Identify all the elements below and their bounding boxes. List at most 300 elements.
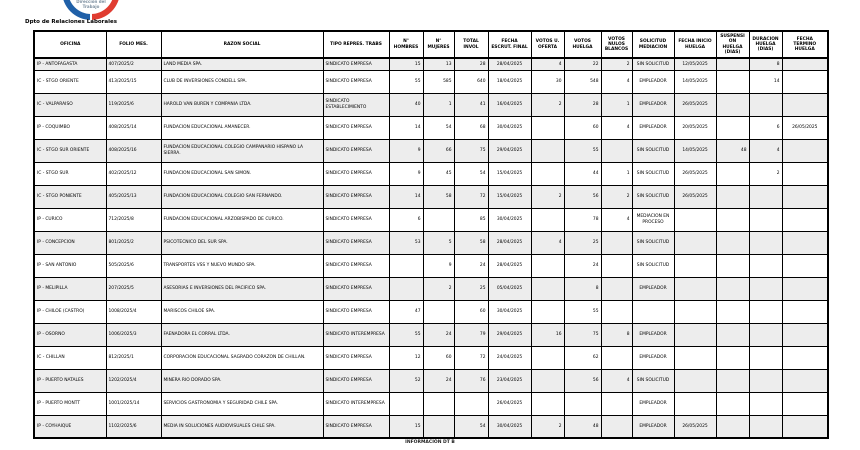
cell-mujeres: 24 <box>423 323 454 346</box>
cell-hombres: 40 <box>389 93 423 116</box>
cell-votos_huelga: 62 <box>564 346 601 369</box>
cell-mujeres: 24 <box>423 369 454 392</box>
table-row <box>34 254 828 277</box>
cell-votos_huelga: 25 <box>564 231 601 254</box>
cell-fecha_termino <box>782 58 828 70</box>
table-row <box>34 346 828 369</box>
cell-fecha_escrut: 30/04/2025 <box>488 208 531 231</box>
cell-solicitud: EMPLEADOR <box>632 93 674 116</box>
cell-hombres: 6 <box>389 208 423 231</box>
cell-mujeres: 58 <box>423 185 454 208</box>
cell-votos_huelga: 8 <box>564 277 601 300</box>
table-row <box>34 70 828 93</box>
cell-hombres: 55 <box>389 323 423 346</box>
cell-folio: 812/2025/1 <box>106 346 161 369</box>
direccion-del-trabajo-logo <box>62 0 120 20</box>
cell-tipo: SINDICATO INTEREMPRESA <box>323 392 389 415</box>
cell-folio: 505/2025/6 <box>106 254 161 277</box>
cell-fecha_escrut: 28/04/2025 <box>488 254 531 277</box>
column-header-total: TOTAL INVOL <box>454 31 488 58</box>
cell-oficina: IP - SAN ANTONIO <box>34 254 106 277</box>
cell-solicitud: EMPLEADOR <box>632 277 674 300</box>
cell-oficina: IC - STGO SUR <box>34 162 106 185</box>
column-header-razon: RAZON SOCIAL <box>161 31 323 58</box>
cell-votos_nulos <box>601 392 632 415</box>
cell-duracion <box>749 392 782 415</box>
cell-razon: SERVICIOS GASTRONOMIA Y SEGURIDAD CHILE SPA. <box>161 392 323 415</box>
cell-mujeres <box>423 415 454 438</box>
cell-hombres: 55 <box>389 70 423 93</box>
cell-fecha_inicio <box>674 346 716 369</box>
cell-solicitud: EMPLEADOR <box>632 346 674 369</box>
cell-votos_uo: 4 <box>531 58 564 70</box>
cell-mujeres: 13 <box>423 58 454 70</box>
cell-solicitud: SIN SOLICITUD <box>632 369 674 392</box>
cell-votos_nulos: 4 <box>601 208 632 231</box>
cell-folio: 207/2025/5 <box>106 277 161 300</box>
cell-votos_uo <box>531 208 564 231</box>
cell-fecha_inicio: 14/05/2025 <box>674 70 716 93</box>
cell-total: 79 <box>454 323 488 346</box>
logo-inner-disc <box>68 0 114 14</box>
cell-hombres: 53 <box>389 231 423 254</box>
cell-suspension <box>716 346 749 369</box>
cell-razon: FUNDACION EDUCACIONAL COLEGIO SAN FERNANDO. <box>161 185 323 208</box>
cell-solicitud: SIN SOLICITUD <box>632 139 674 162</box>
cell-votos_nulos: 2 <box>601 58 632 70</box>
cell-fecha_escrut: 15/04/2025 <box>488 185 531 208</box>
cell-votos_nulos: 8 <box>601 323 632 346</box>
cell-fecha_escrut: 18/04/2025 <box>488 70 531 93</box>
cell-tipo: SINDICATO ESTABLECIMIENTO <box>323 93 389 116</box>
cell-razon: CORPORACION EDUCACIONAL SAGRADO CORAZON DE CHILLAN. <box>161 346 323 369</box>
cell-duracion: 6 <box>749 116 782 139</box>
cell-fecha_termino <box>782 231 828 254</box>
cell-oficina: IC - STGO SUR ORIENTE <box>34 139 106 162</box>
cell-razon: PSICOTECNICO DEL SUR SPA. <box>161 231 323 254</box>
table-row <box>34 300 828 323</box>
table-row <box>34 277 828 300</box>
cell-total: 85 <box>454 208 488 231</box>
cell-tipo: SINDICATO EMPRESA <box>323 185 389 208</box>
cell-suspension: 48 <box>716 139 749 162</box>
cell-fecha_termino <box>782 323 828 346</box>
cell-votos_nulos <box>601 415 632 438</box>
cell-oficina: IP - PUERTO MONTT <box>34 392 106 415</box>
cell-solicitud: SIN SOLICITUD <box>632 185 674 208</box>
cell-hombres: 52 <box>389 369 423 392</box>
cell-votos_huelga: 78 <box>564 208 601 231</box>
cell-solicitud: EMPLEADOR <box>632 70 674 93</box>
table-row <box>34 392 828 415</box>
cell-folio: 405/2025/13 <box>106 185 161 208</box>
cell-mujeres: 45 <box>423 162 454 185</box>
cell-fecha_escrut: 24/04/2025 <box>488 346 531 369</box>
cell-tipo: SINDICATO EMPRESA <box>323 254 389 277</box>
table-row <box>34 369 828 392</box>
cell-tipo: SINDICATO EMPRESA <box>323 162 389 185</box>
cell-total: 58 <box>454 231 488 254</box>
cell-suspension <box>716 392 749 415</box>
cell-razon: TRANSPORTES VSS Y NUEVO MUNDO SPA. <box>161 254 323 277</box>
cell-mujeres: 9 <box>423 254 454 277</box>
cell-mujeres: 60 <box>423 346 454 369</box>
cell-fecha_inicio <box>674 369 716 392</box>
cell-fecha_inicio <box>674 208 716 231</box>
cell-fecha_escrut: 30/04/2025 <box>488 415 531 438</box>
cell-duracion <box>749 277 782 300</box>
cell-suspension <box>716 254 749 277</box>
cell-folio: 1008/2025/4 <box>106 300 161 323</box>
cell-tipo: SINDICATO EMPRESA <box>323 70 389 93</box>
cell-oficina: IP - PUERTO NATALES <box>34 369 106 392</box>
cell-total: 54 <box>454 162 488 185</box>
cell-oficina: IP - CHILOE (CASTRO) <box>34 300 106 323</box>
column-header-tipo: TIPO REPRES. TRABS <box>323 31 389 58</box>
cell-duracion <box>749 208 782 231</box>
cell-fecha_escrut: 05/04/2025 <box>488 277 531 300</box>
cell-total: 60 <box>454 300 488 323</box>
column-header-votos_nulos: VOTOS NULOS BLANCOS <box>601 31 632 58</box>
cell-fecha_termino <box>782 93 828 116</box>
cell-votos_nulos: 1 <box>601 162 632 185</box>
cell-fecha_inicio: 12/05/2025 <box>674 58 716 70</box>
cell-fecha_termino <box>782 300 828 323</box>
column-header-solicitud: SOLICITUD MEDIACION <box>632 31 674 58</box>
cell-razon: HAROLD VAN BUREN Y COMPANIA LTDA. <box>161 93 323 116</box>
cell-fecha_termino <box>782 208 828 231</box>
cell-hombres <box>389 254 423 277</box>
cell-votos_uo <box>531 116 564 139</box>
cell-votos_huelga: 55 <box>564 300 601 323</box>
department-label: Dpto de Relaciones Laborales <box>25 19 117 25</box>
cell-fecha_inicio: 14/05/2025 <box>674 139 716 162</box>
cell-votos_uo <box>531 139 564 162</box>
cell-fecha_escrut: 28/04/2025 <box>488 58 531 70</box>
cell-votos_huelga: 44 <box>564 162 601 185</box>
cell-suspension <box>716 300 749 323</box>
cell-duracion <box>749 346 782 369</box>
cell-razon: CLUB DE INVERSIONES CONDELL SPA. <box>161 70 323 93</box>
cell-fecha_inicio: 26/05/2025 <box>674 185 716 208</box>
cell-hombres: 47 <box>389 300 423 323</box>
cell-votos_nulos: 4 <box>601 116 632 139</box>
column-header-duracion: DURACION HUELGA (DIAS) <box>749 31 782 58</box>
cell-fecha_escrut: 29/04/2025 <box>488 139 531 162</box>
header-row <box>34 31 828 58</box>
cell-hombres <box>389 392 423 415</box>
cell-solicitud: EMPLEADOR <box>632 116 674 139</box>
cell-suspension <box>716 323 749 346</box>
cell-razon: FUNDACION EDUCACIONAL SAN SIMON. <box>161 162 323 185</box>
cell-fecha_escrut: 30/04/2025 <box>488 116 531 139</box>
cell-votos_uo <box>531 369 564 392</box>
cell-suspension <box>716 415 749 438</box>
cell-mujeres: 54 <box>423 116 454 139</box>
cell-duracion <box>749 254 782 277</box>
cell-votos_uo: 2 <box>531 415 564 438</box>
cell-fecha_escrut: 15/04/2025 <box>488 162 531 185</box>
column-header-mujeres: N° MUJERES <box>423 31 454 58</box>
cell-oficina: IC - VALPARAISO <box>34 93 106 116</box>
cell-fecha_escrut: 28/04/2025 <box>488 231 531 254</box>
cell-tipo: SINDICATO EMPRESA <box>323 116 389 139</box>
cell-razon: MINERA RIO DORADO SPA. <box>161 369 323 392</box>
cell-fecha_inicio: 26/05/2025 <box>674 415 716 438</box>
cell-votos_uo: 2 <box>531 93 564 116</box>
cell-fecha_inicio <box>674 323 716 346</box>
cell-votos_uo <box>531 300 564 323</box>
cell-duracion: 8 <box>749 58 782 70</box>
cell-suspension <box>716 369 749 392</box>
cell-fecha_termino <box>782 162 828 185</box>
cell-votos_uo: 2 <box>531 185 564 208</box>
cell-solicitud: SIN SOLICITUD <box>632 162 674 185</box>
cell-oficina: IP - COQUIMBO <box>34 116 106 139</box>
cell-total: 25 <box>454 277 488 300</box>
column-header-suspension: SUSPENSION HUELGA (DIAS) <box>716 31 749 58</box>
column-header-oficina: OFICINA <box>34 31 106 58</box>
cell-folio: 407/2025/2 <box>106 58 161 70</box>
cell-duracion <box>749 93 782 116</box>
cell-hombres: 9 <box>389 139 423 162</box>
cell-votos_huelga: 75 <box>564 323 601 346</box>
logo-text-line2: Trabajo <box>82 4 100 9</box>
cell-razon: MEDIA IN SOLUCIONES AUDIOVISUALES CHILE SPA. <box>161 415 323 438</box>
cell-total: 54 <box>454 415 488 438</box>
cell-hombres: 15 <box>389 58 423 70</box>
cell-votos_nulos <box>601 231 632 254</box>
cell-fecha_termino <box>782 415 828 438</box>
cell-tipo: SINDICATO EMPRESA <box>323 277 389 300</box>
cell-votos_uo <box>531 346 564 369</box>
cell-oficina: IP - ANTOFAGASTA <box>34 58 106 70</box>
cell-fecha_escrut: 30/04/2025 <box>488 300 531 323</box>
cell-mujeres: 1 <box>423 93 454 116</box>
cell-fecha_termino <box>782 392 828 415</box>
cell-votos_huelga: 24 <box>564 254 601 277</box>
cell-hombres: 15 <box>389 415 423 438</box>
cell-votos_huelga: 548 <box>564 70 601 93</box>
cell-total: 68 <box>454 116 488 139</box>
cell-fecha_termino <box>782 277 828 300</box>
cell-razon: FUNDACION EDUCACIONAL AMANECER. <box>161 116 323 139</box>
cell-oficina: IC - STGO ORIENTE <box>34 70 106 93</box>
cell-mujeres: 2 <box>423 277 454 300</box>
cell-razon: FAENADORA EL CORRAL LTDA. <box>161 323 323 346</box>
table-row <box>34 162 828 185</box>
cell-duracion: 14 <box>749 70 782 93</box>
cell-fecha_termino: 26/05/2025 <box>782 116 828 139</box>
table-row <box>34 208 828 231</box>
cell-solicitud: SIN SOLICITUD <box>632 231 674 254</box>
cell-mujeres <box>423 208 454 231</box>
cell-suspension <box>716 58 749 70</box>
cell-folio: 413/2025/15 <box>106 70 161 93</box>
cell-folio: 408/2025/14 <box>106 116 161 139</box>
cell-hombres: 14 <box>389 185 423 208</box>
cell-votos_huelga: 22 <box>564 58 601 70</box>
cell-suspension <box>716 277 749 300</box>
column-header-hombres: N° HOMBRES <box>389 31 423 58</box>
cell-fecha_inicio: 26/05/2025 <box>674 162 716 185</box>
cell-fecha_termino <box>782 139 828 162</box>
cell-votos_huelga: 56 <box>564 185 601 208</box>
cell-duracion: 2 <box>749 162 782 185</box>
cell-fecha_inicio <box>674 231 716 254</box>
cell-total: 41 <box>454 93 488 116</box>
cell-votos_huelga: 48 <box>564 415 601 438</box>
cell-fecha_termino <box>782 254 828 277</box>
cell-votos_nulos: 4 <box>601 369 632 392</box>
cell-total: 24 <box>454 254 488 277</box>
cell-mujeres <box>423 300 454 323</box>
cell-total: 76 <box>454 369 488 392</box>
cell-fecha_inicio: 26/05/2025 <box>674 93 716 116</box>
logo-text-line1: Dirección del <box>76 0 106 4</box>
cell-solicitud: SIN SOLICITUD <box>632 254 674 277</box>
cell-folio: 1202/2025/4 <box>106 369 161 392</box>
cell-votos_nulos <box>601 277 632 300</box>
cell-duracion <box>749 415 782 438</box>
cell-tipo: SINDICATO EMPRESA <box>323 208 389 231</box>
cell-tipo: SINDICATO EMPRESA <box>323 300 389 323</box>
cell-fecha_termino <box>782 185 828 208</box>
cell-votos_nulos: 2 <box>601 185 632 208</box>
cell-duracion <box>749 185 782 208</box>
cell-duracion <box>749 300 782 323</box>
cell-fecha_inicio <box>674 277 716 300</box>
cell-solicitud: EMPLEADOR <box>632 415 674 438</box>
cell-suspension <box>716 116 749 139</box>
cell-razon: ASESORIAS E INVERSIONES DEL PACIFICO SPA. <box>161 277 323 300</box>
cell-fecha_escrut: 16/04/2025 <box>488 93 531 116</box>
cell-votos_uo <box>531 162 564 185</box>
cell-folio: 712/2025/8 <box>106 208 161 231</box>
cell-folio: 1001/2025/14 <box>106 392 161 415</box>
cell-total: 640 <box>454 70 488 93</box>
cell-oficina: IP - OSORNO <box>34 323 106 346</box>
cell-duracion: 4 <box>749 139 782 162</box>
cell-solicitud <box>632 300 674 323</box>
cell-duracion <box>749 323 782 346</box>
cell-fecha_escrut: 26/04/2025 <box>488 392 531 415</box>
cell-votos_nulos <box>601 139 632 162</box>
cell-razon: LAND MEDIA SPA. <box>161 58 323 70</box>
cell-folio: 408/2025/16 <box>106 139 161 162</box>
column-header-votos_huelga: VOTOS HUELGA <box>564 31 601 58</box>
cell-votos_uo <box>531 277 564 300</box>
cell-tipo: SINDICATO EMPRESA <box>323 231 389 254</box>
cell-razon: FUNDACION EDUCACIONAL COLEGIO CAMPANARIO HISPANO LA SIERRA. <box>161 139 323 162</box>
table-row <box>34 58 828 70</box>
cell-total <box>454 392 488 415</box>
cell-fecha_inicio: 20/05/2025 <box>674 116 716 139</box>
cell-votos_huelga: 56 <box>564 369 601 392</box>
cell-mujeres: 66 <box>423 139 454 162</box>
cell-oficina: IP - MELIPILLA <box>34 277 106 300</box>
cell-solicitud: MEDIACION EN PROCESO <box>632 208 674 231</box>
table-body <box>34 58 828 438</box>
cell-oficina: IP - CURICO <box>34 208 106 231</box>
cell-total: 28 <box>454 58 488 70</box>
cell-tipo: SINDICATO INTEREMPRESA <box>323 323 389 346</box>
table-row <box>34 116 828 139</box>
cell-votos_huelga: 60 <box>564 116 601 139</box>
cell-oficina: IC - STGO PONIENTE <box>34 185 106 208</box>
cell-folio: 1102/2025/6 <box>106 415 161 438</box>
table-row <box>34 231 828 254</box>
cell-votos_uo: 4 <box>531 231 564 254</box>
column-header-fecha_inicio: FECHA INICIO HUELGA <box>674 31 716 58</box>
cell-solicitud: EMPLEADOR <box>632 323 674 346</box>
cell-votos_nulos: 4 <box>601 70 632 93</box>
cell-oficina: IP - COYHAIQUE <box>34 415 106 438</box>
cell-suspension <box>716 70 749 93</box>
cell-suspension <box>716 93 749 116</box>
cell-votos_uo <box>531 392 564 415</box>
table-row <box>34 185 828 208</box>
cell-duracion <box>749 369 782 392</box>
table-row <box>34 323 828 346</box>
cell-hombres: 12 <box>389 346 423 369</box>
huelgas-report-table <box>33 30 829 439</box>
cell-duracion <box>749 231 782 254</box>
cell-votos_uo <box>531 254 564 277</box>
cell-fecha_inicio <box>674 254 716 277</box>
cell-votos_huelga: 55 <box>564 139 601 162</box>
cell-tipo: SINDICATO EMPRESA <box>323 139 389 162</box>
cell-tipo: SINDICATO EMPRESA <box>323 369 389 392</box>
cell-votos_nulos <box>601 254 632 277</box>
cell-suspension <box>716 231 749 254</box>
cell-fecha_termino <box>782 369 828 392</box>
cell-solicitud: SIN SOLICITUD <box>632 58 674 70</box>
cell-votos_uo: 16 <box>531 323 564 346</box>
cell-votos_nulos: 1 <box>601 93 632 116</box>
column-header-votos_uo: VOTOS U. OFERTA <box>531 31 564 58</box>
cell-folio: 119/2025/6 <box>106 93 161 116</box>
cell-total: 72 <box>454 346 488 369</box>
column-header-fecha_escrut: FECHA ESCRUT. FINAL <box>488 31 531 58</box>
cell-votos_nulos <box>601 346 632 369</box>
cell-fecha_inicio <box>674 300 716 323</box>
cell-votos_nulos <box>601 300 632 323</box>
cell-total: 72 <box>454 185 488 208</box>
table-row <box>34 139 828 162</box>
cell-mujeres: 585 <box>423 70 454 93</box>
cell-solicitud: EMPLEADOR <box>632 392 674 415</box>
cell-razon: MARISCOS CHILOE SPA. <box>161 300 323 323</box>
cell-folio: 1006/2025/3 <box>106 323 161 346</box>
cell-fecha_escrut: 23/04/2025 <box>488 369 531 392</box>
cell-fecha_escrut: 29/04/2025 <box>488 323 531 346</box>
cell-tipo: SINDICATO EMPRESA <box>323 346 389 369</box>
cell-folio: 801/2025/2 <box>106 231 161 254</box>
column-header-folio: FOLIO MES. <box>106 31 161 58</box>
cell-hombres: 9 <box>389 162 423 185</box>
cell-hombres <box>389 277 423 300</box>
cell-votos_huelga <box>564 392 601 415</box>
cell-fecha_termino <box>782 70 828 93</box>
cell-votos_huelga: 28 <box>564 93 601 116</box>
cell-suspension <box>716 185 749 208</box>
cell-fecha_inicio <box>674 392 716 415</box>
cell-fecha_termino <box>782 346 828 369</box>
cell-mujeres <box>423 392 454 415</box>
cell-suspension <box>716 162 749 185</box>
cell-tipo: SINDICATO EMPRESA <box>323 415 389 438</box>
